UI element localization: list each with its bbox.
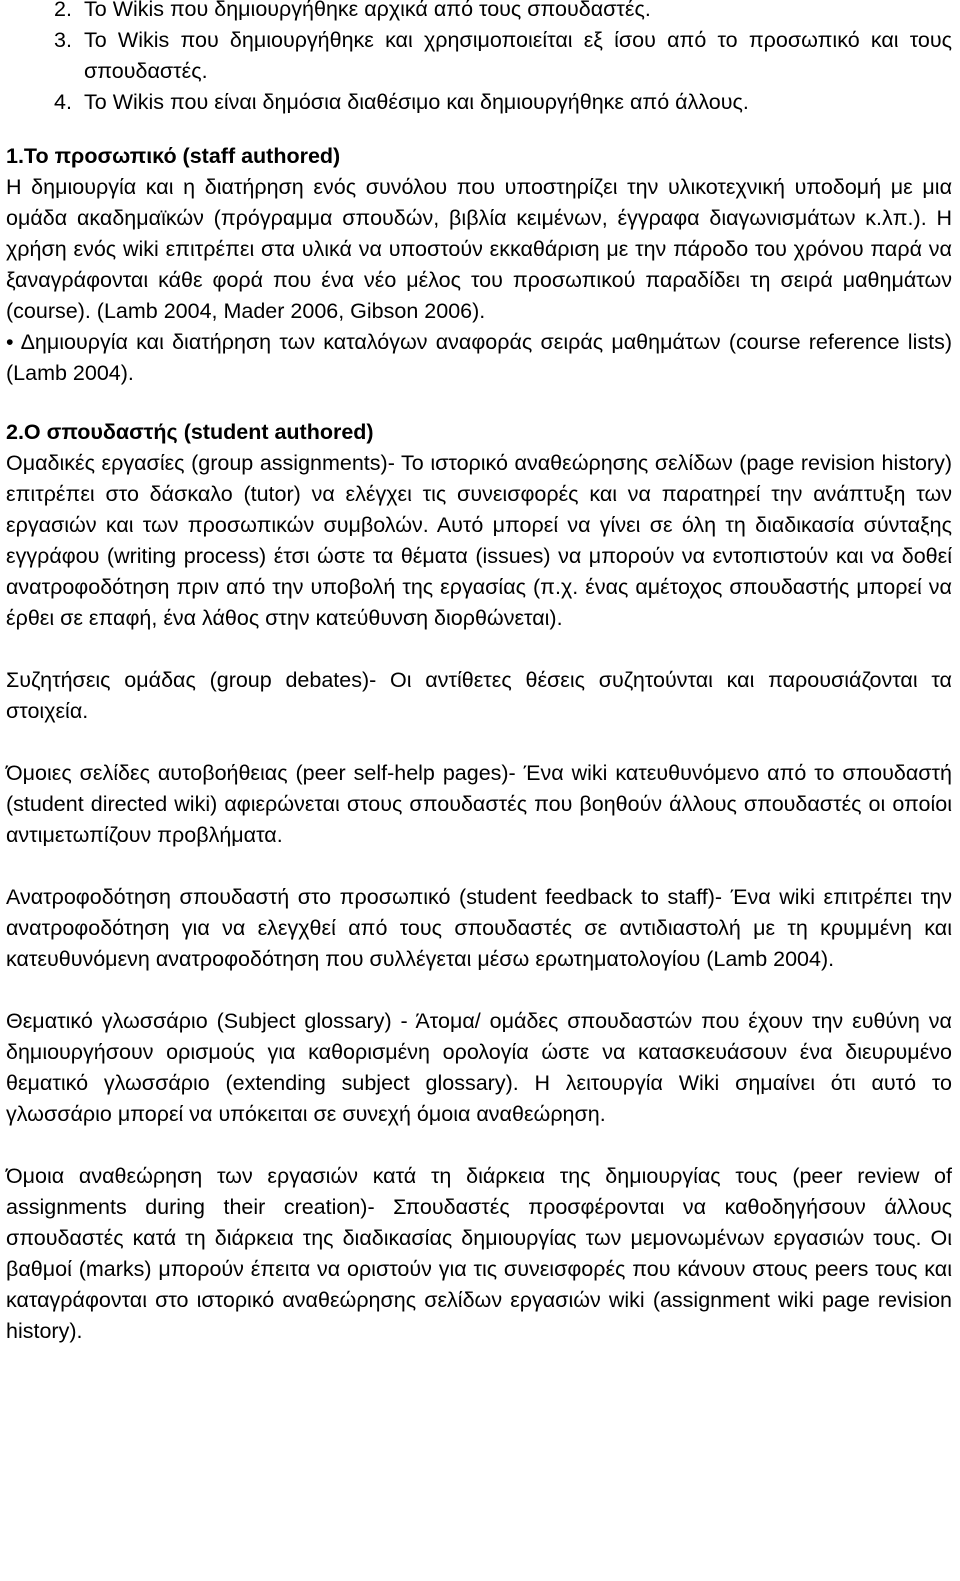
paragraph-student-feedback: Ανατροφοδότηση σπουδαστή στο προσωπικό (student feedback to staff)- Ένα wiki επιτρέπει την ανατροφοδότηση για να ελεγχθεί από τους σπουδαστές σε αντιδιαστολή με τη κρυμμένη και κατευθυνόμενη ανατροφοδότηση που συλλέγεται μέσω ερωτηματολογίου (Lamb 2004). xyxy=(6,885,952,971)
list-item-number: 3. xyxy=(54,28,72,52)
section-paragraph-staff: Η δημιουργία και η διατήρηση ενός συνόλου που υποστηρίζει την υλικοτεχνική υποδομή με μια ομάδα ακαδημαϊκών (πρόγραμμα σπουδών, βιβλία κειμένων, έγγραφα διαγωνισμάτων κ.λπ.). Η χρήση ενός wiki επιτρέπει στα υλικά να υποστούν εκκαθάριση με την πάροδο του χρόνου παρά να ξαναγράφονται κάθε φορά που ένα νέο μέλος του προσωπικού παραδίδει τη σειρά μαθημάτων (course). (Lamb 2004, Mader 2006, Gibson 2006). xyxy=(6,175,952,323)
paragraph-peer-self-help: Όμοιες σελίδες αυτοβοήθειας (peer self-help pages)- Ένα wiki κατευθυνόμενο από το σπουδαστή (student directed wiki) αφιερώνεται στους σπουδαστές που βοηθούν άλλους σπουδαστές οι οποίοι αντιμετωπίζουν προβλήματα. xyxy=(6,761,952,847)
list-item-text: Το Wikis που δημιουργήθηκε αρχικά από τους σπουδαστές. xyxy=(84,0,651,21)
paragraph-peer-review: Όμοια αναθεώρηση των εργασιών κατά τη διάρκεια της δημιουργίας τους (peer review of assignments during their creation)- Σπουδαστές προσφέρονται να καθοδηγήσουν άλλους σπουδαστές κατά τη διάρκεια της διαδικασίας δημιουργίας των μεμονωμένων εργασιών τους. Οι βαθμοί (marks) μπορούν έπειτα να οριστούν για τις συνεισφορές που κάνουν στους peers τους και καταγράφονται στο ιστορικό αναθεώρησης σελίδων εργασιών wiki (assignment wiki page revision history). xyxy=(6,1164,952,1343)
paragraph-group-assignments: Ομαδικές εργασίες (group assignments)- Το ιστορικό αναθεώρησης σελίδων (page revision history) επιτρέπει στο δάσκαλο (tutor) να ελέγχει τις συνεισφορές και να παρατηρεί την ανάπτυξη των εργασιών και των προσωπικών συμβολών. Αυτό μπορεί να γίνει σε όλη τη διαδικασία σύνταξης εγγράφου (writing process) έτσι ώστε τα θέματα (issues) να μπορούν να εντοπιστούν και να δοθεί ανατροφοδότηση πριν από την υποβολή της εργασίας (π.χ. ένας αμέτοχος σπουδαστής μπορεί να έρθει σε επαφή, ένα λάθος στην κατεύθυνση διορθώνεται). xyxy=(6,451,952,630)
list-item-text: Το Wikis που δημιουργήθηκε και χρησιμοποιείται εξ ίσου από το προσωπικό και τους σπουδαστές. xyxy=(84,28,952,83)
paragraph-subject-glossary: Θεματικό γλωσσάριο (Subject glossary) - Άτομα/ ομάδες σπουδαστών που έχουν την ευθύνη να δημιουργήσουν ορισμούς για καθορισμένη ορολογία ώστε να κατασκευάσουν ένα διευρυμένο θεματικό γλωσσάριο (extending subject glossary). Η λειτουργία Wiki σημαίνει ότι αυτό το γλωσσάριο μπορεί να υπόκειται σε συνεχή όμοια αναθεώρηση. xyxy=(6,1009,952,1126)
paragraph-group-debates: Συζητήσεις ομάδας (group debates)- Οι αντίθετες θέσεις συζητούνται και παρουσιάζονται τα στοιχεία. xyxy=(6,668,952,723)
list-item xyxy=(54,25,952,87)
list-item-number: 2. xyxy=(54,0,72,21)
list-item xyxy=(54,0,952,25)
list-item xyxy=(54,87,952,118)
list-item-text: Το Wikis που είναι δημόσια διαθέσιμο και δημιουργήθηκε από άλλους. xyxy=(84,90,749,114)
list-item-number: 4. xyxy=(54,90,72,114)
wiki-types-list xyxy=(6,0,952,118)
section-heading-student: 2.Ο σπουδαστής (student authored) xyxy=(6,420,374,444)
section-heading-staff: 1.Το προσωπικό (staff authored) xyxy=(6,144,341,168)
bullet-item: • Δημιουργία και διατήρηση των καταλόγων αναφοράς σειράς μαθημάτων (course reference lists) (Lamb 2004). xyxy=(6,330,952,385)
